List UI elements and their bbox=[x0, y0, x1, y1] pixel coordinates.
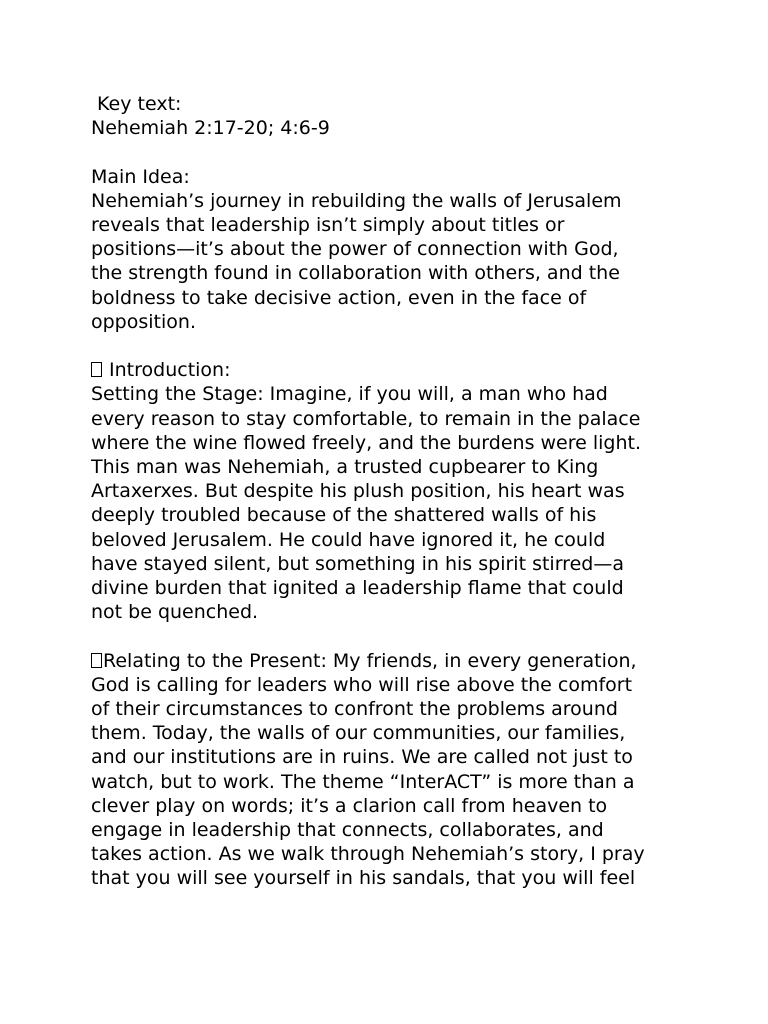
present-line: watch, but to work. The theme “InterACT” is more than a bbox=[91, 770, 635, 793]
introduction-line: every reason to stay comfortable, to remain in the palace bbox=[91, 407, 641, 430]
present-line: God is calling for leaders who will rise above the comfort bbox=[91, 673, 633, 696]
introduction-line: have stayed silent, but something in his spirit stirred—a bbox=[91, 552, 624, 575]
key-text-reference: Nehemiah 2:17-20; 4:6-9 bbox=[91, 117, 330, 140]
introduction-heading bbox=[91, 358, 691, 382]
introduction-line: divine burden that ignited a leadership flame that could bbox=[91, 577, 624, 600]
paragraph-gap bbox=[91, 334, 691, 358]
introduction-line: deeply troubled because of the shattered walls of his bbox=[91, 504, 597, 527]
present-first-line-text: Relating to the Present: My friends, in every generation, bbox=[103, 649, 637, 672]
present-section bbox=[91, 649, 691, 891]
main-idea-section bbox=[91, 165, 691, 334]
paragraph-gap bbox=[91, 624, 691, 648]
introduction-line: This man was Nehemiah, a trusted cupbearer to King bbox=[91, 456, 599, 479]
key-text-label: Key text: bbox=[91, 93, 182, 115]
introduction-line: Setting the Stage: Imagine, if you will, a man who had bbox=[91, 383, 608, 406]
key-text-section bbox=[91, 92, 691, 140]
missing-glyph-icon bbox=[91, 362, 102, 377]
present-line: takes action. As we walk through Nehemiah’s story, I pray bbox=[91, 843, 645, 866]
main-idea-label: Main Idea: bbox=[91, 165, 190, 188]
introduction-line: beloved Jerusalem. He could have ignored it, he could bbox=[91, 528, 606, 551]
present-line: them. Today, the walls of our communities, our families, bbox=[91, 722, 626, 745]
introduction-line: not be quenched. bbox=[91, 601, 259, 624]
introduction-line: Artaxerxes. But despite his plush position, his heart was bbox=[91, 480, 625, 503]
main-idea-line: Nehemiah’s journey in rebuilding the walls of Jerusalem bbox=[91, 189, 622, 212]
present-line: and our institutions are in ruins. We are called not just to bbox=[91, 746, 633, 769]
main-idea-line: opposition. bbox=[91, 310, 196, 333]
present-line: of their circumstances to confront the problems around bbox=[91, 698, 618, 721]
introduction-label: Introduction: bbox=[103, 359, 231, 382]
document-page bbox=[91, 92, 691, 891]
present-line: clever play on words; it’s a clarion call from heaven to bbox=[91, 794, 608, 817]
introduction-section bbox=[91, 358, 691, 624]
main-idea-line: reveals that leadership isn’t simply about titles or bbox=[91, 214, 565, 236]
main-idea-line: boldness to take decisive action, even in the face of bbox=[91, 286, 587, 309]
missing-glyph-icon bbox=[91, 653, 102, 668]
main-idea-line: positions—it’s about the power of connection with God, bbox=[91, 238, 619, 261]
main-idea-line: the strength found in collaboration with others, and the bbox=[91, 262, 620, 285]
present-first-line bbox=[91, 649, 691, 673]
paragraph-gap bbox=[91, 140, 691, 164]
present-line: engage in leadership that connects, collaborates, and bbox=[91, 819, 604, 842]
present-line: that you will see yourself in his sandals, that you will feel bbox=[91, 867, 636, 890]
introduction-line: where the wine flowed freely, and the burdens were light. bbox=[91, 431, 642, 454]
